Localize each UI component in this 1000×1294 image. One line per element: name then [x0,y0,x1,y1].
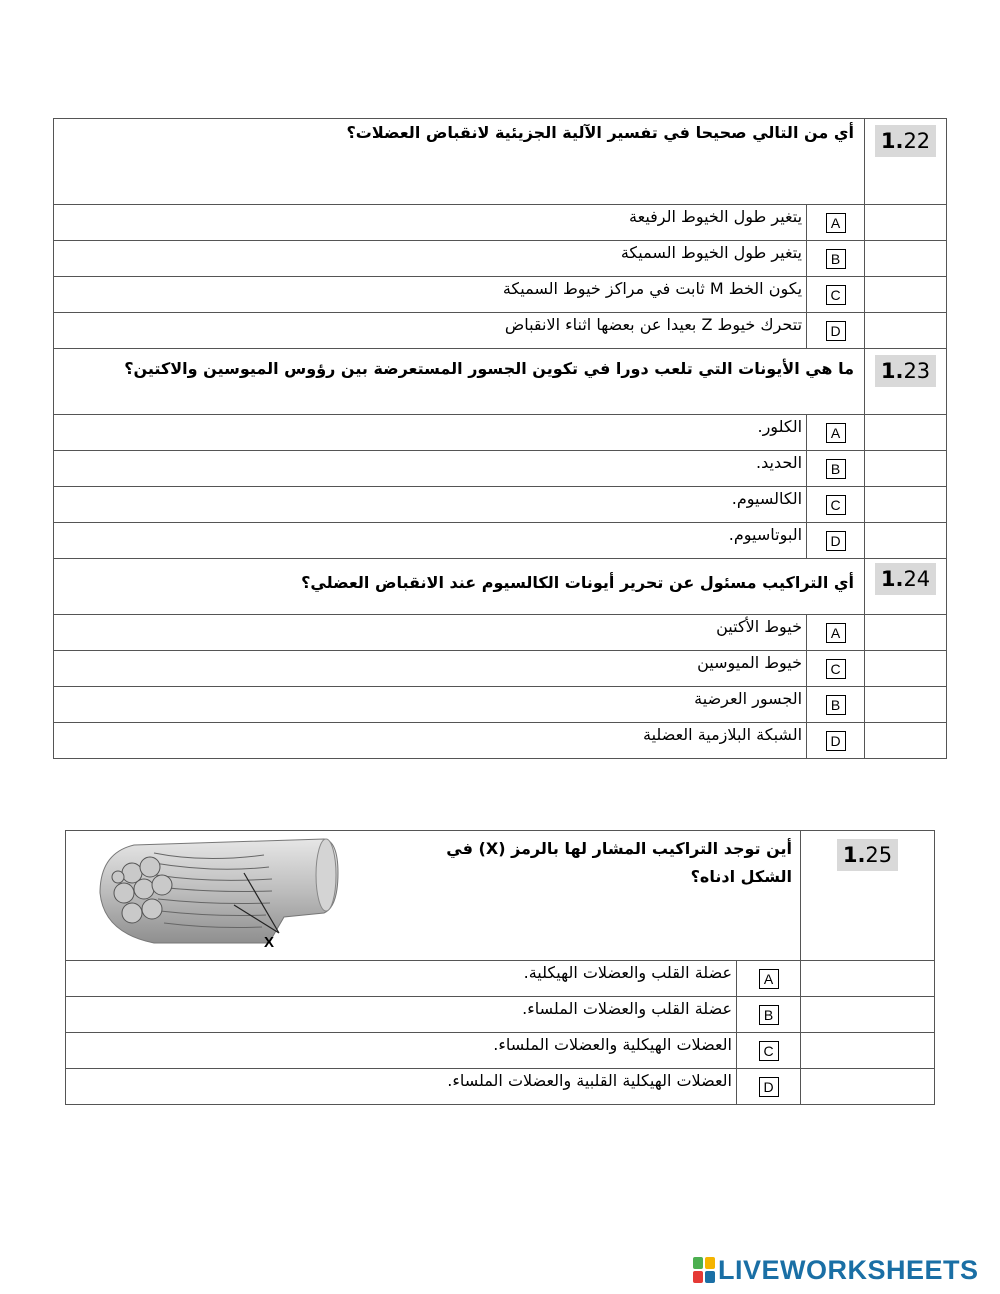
option-text: خيوط الميوسين [54,651,807,687]
option-letter[interactable]: D [826,321,846,341]
brand-name: LIVEWORKSHEETS [718,1254,979,1285]
answer-cell[interactable] [801,1069,935,1105]
question-number: 1.24 [865,559,947,615]
option-letter[interactable]: A [826,623,846,643]
question-table-25 [65,830,935,1105]
question-stem: أي من التالي صحيحا في تفسير الآلية الجزيئية لانقباض العضلات؟ [54,119,865,205]
question-number: 1.25 [801,831,935,961]
option-letter[interactable]: C [826,495,846,515]
answer-cell[interactable] [865,415,947,451]
option-text: يتغير طول الخيوط الرفيعة [54,205,807,241]
question-stem: أي التراكيب مسئول عن تحرير أيونات الكالسيوم عند الانقباض العضلي؟ [54,559,865,615]
option-text: تتحرك خيوط Z بعيدا عن بعضها اثناء الانقباض [54,313,807,349]
option-text: يتغير طول الخيوط السميكة [54,241,807,277]
option-text: البوتاسيوم. [54,523,807,559]
answer-cell[interactable] [865,615,947,651]
option-letter[interactable]: B [759,1005,779,1025]
answer-cell[interactable] [865,205,947,241]
option-text: يكون الخط M ثابت في مراكز خيوط السميكة [54,277,807,313]
figure-label-x: X [263,934,274,951]
question-stem: ما هي الأيونات التي تلعب دورا في تكوين الجسور المستعرضة بين رؤوس الميوسين والاكتين؟ [54,349,865,415]
answer-cell[interactable] [865,277,947,313]
answer-cell[interactable] [865,523,947,559]
option-letter[interactable]: C [759,1041,779,1061]
answer-cell[interactable] [801,1033,935,1069]
question-number: 1.22 [865,119,947,205]
muscle-fiber-figure [94,833,344,951]
option-letter[interactable]: C [826,659,846,679]
question-stem-cell [66,831,801,961]
answer-cell[interactable] [865,487,947,523]
option-text: الكلور. [54,415,807,451]
option-letter[interactable]: D [826,531,846,551]
answer-cell[interactable] [865,723,947,759]
option-letter[interactable]: A [826,213,846,233]
option-text: الشبكة البلازمية العضلية [54,723,807,759]
option-letter[interactable]: B [826,459,846,479]
questions-table-top [53,118,947,759]
option-letter[interactable]: C [826,285,846,305]
liveworksheets-logo[interactable] [693,1253,979,1287]
option-text: الحديد. [54,451,807,487]
option-letter[interactable]: A [826,423,846,443]
answer-cell[interactable] [801,961,935,997]
question-number: 1.23 [865,349,947,415]
answer-cell[interactable] [865,687,947,723]
answer-cell[interactable] [865,651,947,687]
option-text: الكالسيوم. [54,487,807,523]
option-text: العضلات الهيكلية القلبية والعضلات الملساء. [66,1069,737,1105]
option-text: العضلات الهيكلية والعضلات الملساء. [66,1033,737,1069]
question-stem: أين توجد التراكيب المشار لها بالرمز (X) في الشكل ادناه؟ [446,839,792,886]
answer-cell[interactable] [865,451,947,487]
option-letter[interactable]: D [826,731,846,751]
option-letter[interactable]: A [759,969,779,989]
option-text: الجسور العرضية [54,687,807,723]
option-text: عضلة القلب والعضلات الملساء. [66,997,737,1033]
option-letter[interactable]: D [759,1077,779,1097]
option-text: خيوط الأكتين [54,615,807,651]
answer-cell[interactable] [865,313,947,349]
logo-blocks-icon [693,1257,715,1283]
answer-cell[interactable] [801,997,935,1033]
option-text: عضلة القلب والعضلات الهيكلية. [66,961,737,997]
option-letter[interactable]: B [826,695,846,715]
answer-cell[interactable] [865,241,947,277]
option-letter[interactable]: B [826,249,846,269]
